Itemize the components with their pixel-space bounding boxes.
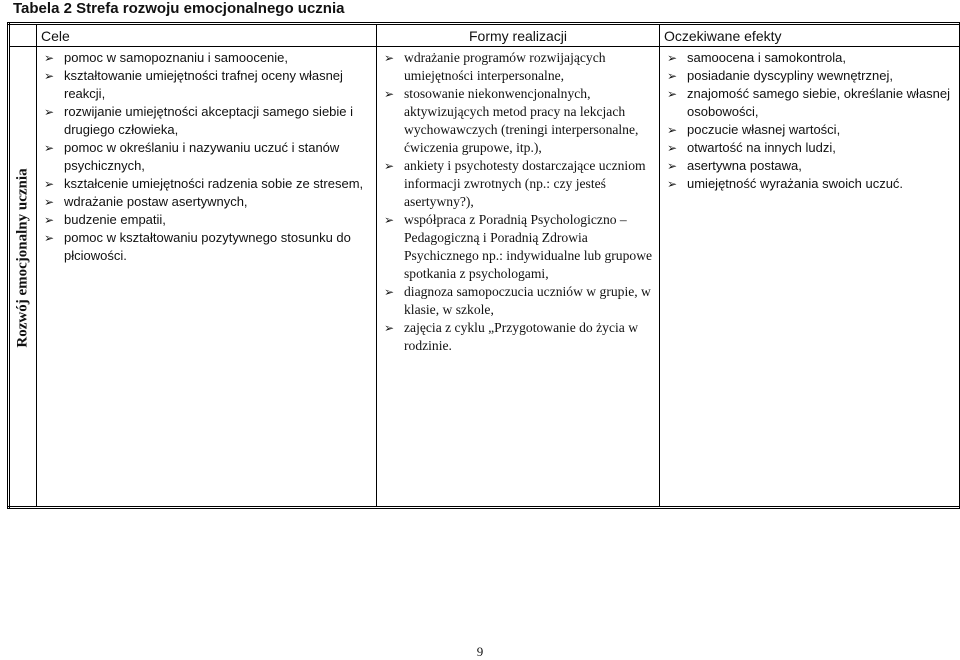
list-item-text: ankiety i psychotesty dostarczające uczniom informacji zwrotnych (np.: czy jesteś asertywny?), [404,158,646,209]
arrowhead-bullet-icon: ➢ [44,177,55,191]
list-item [377,283,656,319]
list-item [660,49,956,67]
list-item [377,49,656,85]
arrowhead-bullet-icon: ➢ [44,105,55,119]
list-item [37,139,373,175]
formy-list [377,47,659,355]
table-header-row [9,24,960,47]
formy-cell [377,47,660,508]
list-item [660,157,956,175]
arrowhead-bullet-icon: ➢ [384,51,395,65]
list-item-text: otwartość na innych ludzi, [687,140,836,155]
list-item-text: diagnoza samopoczucia uczniów w grupie, w klasie, w szkole, [404,284,651,317]
arrowhead-bullet-icon: ➢ [44,195,55,209]
list-item-text: wdrażanie programów rozwijających umiejętności interpersonalne, [404,50,606,83]
list-item-text: zajęcia z cyklu „Przygotowanie do życia w rodzinie. [404,320,639,353]
header-formy: Formy realizacji [377,24,660,47]
list-item [377,211,656,283]
arrowhead-bullet-icon: ➢ [384,159,395,173]
arrowhead-bullet-icon: ➢ [667,51,678,65]
list-item-text: umiejętność wyrażania swoich uczuć. [687,176,904,191]
row-label-cell [9,47,37,508]
table-body-row [9,47,960,508]
list-item [37,103,373,139]
list-item [377,157,656,211]
arrowhead-bullet-icon: ➢ [384,213,395,227]
list-item-text: kształcenie umiejętności radzenia sobie ze stresem, [64,176,364,191]
arrowhead-bullet-icon: ➢ [44,231,55,245]
cele-list [37,47,376,265]
list-item-text: pomoc w samopoznaniu i samoocenie, [64,50,289,65]
list-item-text: pomoc w określaniu i nazywaniu uczuć i stanów psychicznych, [64,140,340,173]
header-cele: Cele [37,24,377,47]
arrowhead-bullet-icon: ➢ [667,159,678,173]
list-item-text: samoocena i samokontrola, [687,50,846,65]
arrowhead-bullet-icon: ➢ [667,123,678,137]
arrowhead-bullet-icon: ➢ [44,141,55,155]
list-item [660,85,956,121]
list-item [377,85,656,157]
list-item [37,193,373,211]
arrowhead-bullet-icon: ➢ [44,69,55,83]
efekty-list [660,47,959,193]
arrowhead-bullet-icon: ➢ [384,87,395,101]
list-item-text: kształtowanie umiejętności trafnej oceny własnej reakcji, [64,68,343,101]
list-item-text: poczucie własnej wartości, [687,122,841,137]
list-item-text: rozwijanie umiejętności akceptacji samego siebie i drugiego człowieka, [64,104,354,137]
efekty-cell [660,47,960,508]
arrowhead-bullet-icon: ➢ [384,321,395,335]
emotional-development-table [7,22,960,509]
list-item [37,211,373,229]
list-item-text: znajomość samego siebie, określanie własnej osobowości, [687,86,951,119]
list-item-text: wdrażanie postaw asertywnych, [64,194,248,209]
list-item [660,139,956,157]
arrowhead-bullet-icon: ➢ [667,87,678,101]
list-item [37,67,373,103]
list-item-text: asertywna postawa, [687,158,802,173]
page-number: 9 [476,644,484,659]
list-item-text: stosowanie niekonwencjonalnych, aktywizujących metod pracy na lekcjach wychowawczych (treningi interpersonalne, ćwiczenia grupowe, itp.), [404,86,639,155]
header-efekty: Oczekiwane efekty [660,24,960,47]
list-item-text: współpraca z Poradnią Psychologiczno – Pedagogiczną i Poradnią Zdrowia Psychicznego np.: indywidualne lub grupowe spotkania z psychologami, [404,212,653,281]
row-label: Rozwój emocjonalny ucznia [14,168,31,348]
list-item [37,175,373,193]
cele-cell [37,47,377,508]
list-item [660,175,956,193]
list-item [37,229,373,265]
arrowhead-bullet-icon: ➢ [667,69,678,83]
arrowhead-bullet-icon: ➢ [44,51,55,65]
header-blank-cell [9,24,37,47]
list-item [660,121,956,139]
arrowhead-bullet-icon: ➢ [667,177,678,191]
list-item [377,319,656,355]
table-caption: Tabela 2 Strefa rozwoju emocjonalnego ucznia [13,0,345,17]
list-item-text: budzenie empatii, [64,212,166,227]
list-item [37,49,373,67]
list-item-text: posiadanie dyscypliny wewnętrznej, [687,68,893,83]
arrowhead-bullet-icon: ➢ [667,141,678,155]
arrowhead-bullet-icon: ➢ [44,213,55,227]
list-item-text: pomoc w kształtowaniu pozytywnego stosunku do płciowości. [64,230,351,263]
arrowhead-bullet-icon: ➢ [384,285,395,299]
list-item [660,67,956,85]
